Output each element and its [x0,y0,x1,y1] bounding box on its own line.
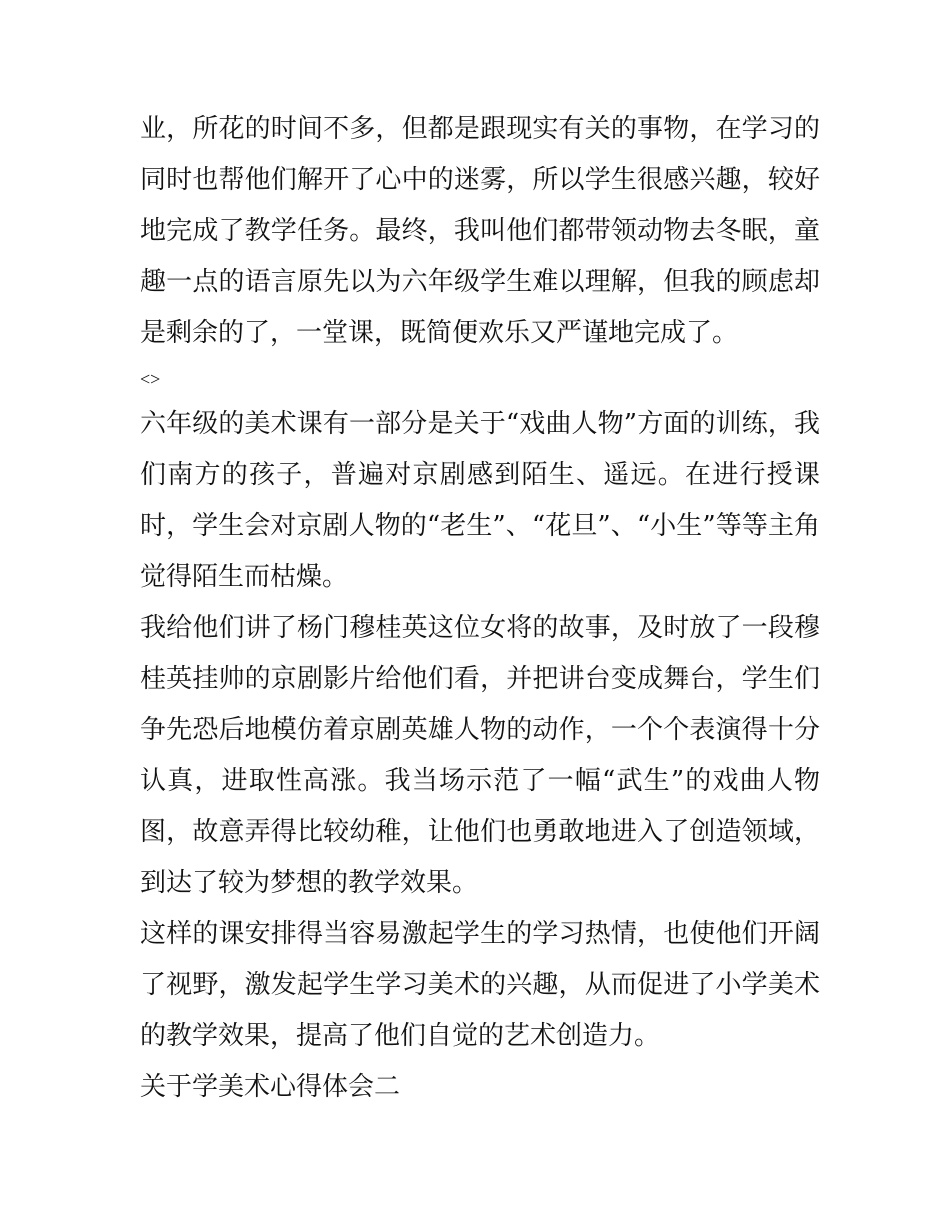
paragraph-conclusion: 这样的课安排得当容易激起学生的学习热情，也使他们开阔了视野，激发起学生学习美术的兴趣，从而促进了小学美术的教学效果，提高了他们自觉的艺术创造力。 [140,919,820,1051]
paragraph-opera-intro: 六年级的美术课有一部分是关于“戏曲人物”方面的训练，我们南方的孩子，普遍对京剧感到陌生、遥远。在进行授课时，学生会对京剧人物的“老生”、“花旦”、“小生”等等主角觉得陌生而枯燥。 [140,409,820,592]
section-marker: <> [140,369,161,389]
section-heading: 关于学美术心得体会二 [140,1072,401,1102]
document-body [140,104,820,1113]
paragraph-mu-guiying-story: 我给他们讲了杨门穆桂英这位女将的故事，及时放了一段穆桂英挂帅的京剧影片给他们看，并把讲台变成舞台，学生们争先恐后地模仿着京剧英雄人物的动作，一个个表演得十分认真，进取性高涨。我当场示范了一幅“武生”的戏曲人物图，故意弄得比较幼稚，让他们也勇敢地进入了创造领域，到达了较为梦想的教学效果。 [140,613,820,898]
paragraph-continuation: 业，所花的时间不多，但都是跟现实有关的事物，在学习的同时也帮他们解开了心中的迷雾，所以学生很感兴趣，较好地完成了教学任务。最终，我叫他们都带领动物去冬眠，童趣一点的语言原先以为六年级学生难以理解，但我的顾虑却是剩余的了，一堂课，既简便欢乐又严谨地完成了。 [140,114,820,348]
